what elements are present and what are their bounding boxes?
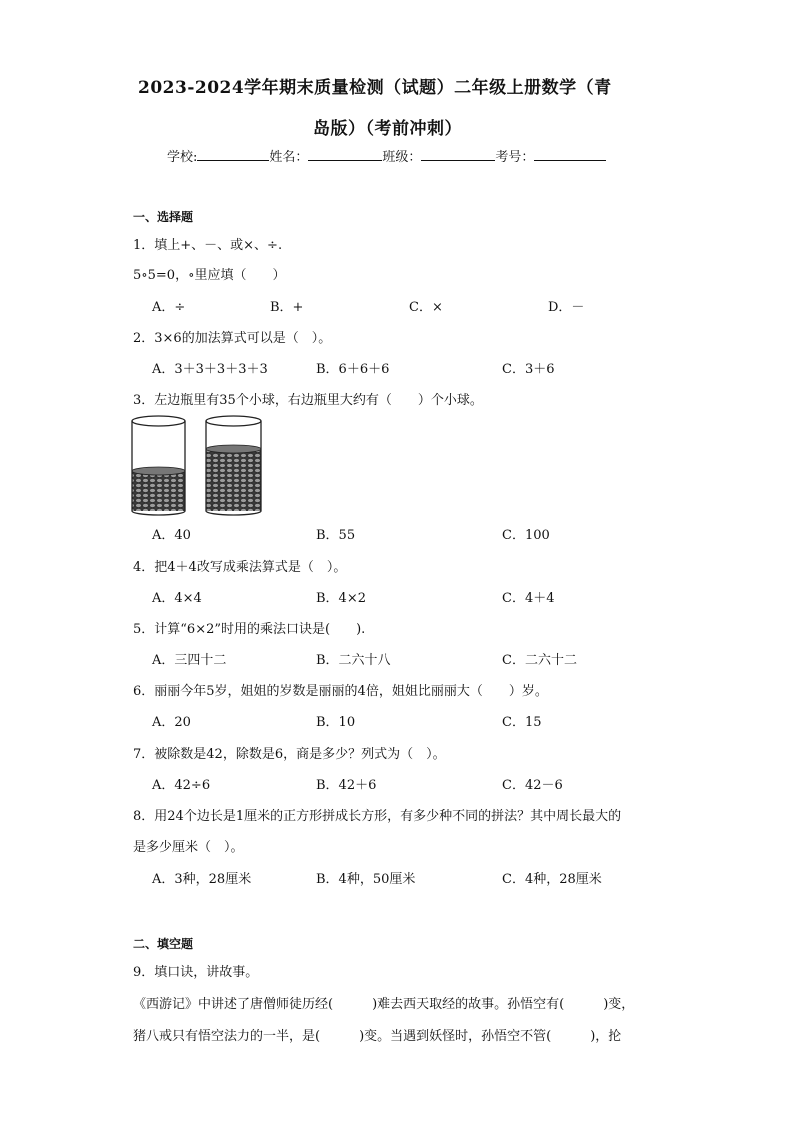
name-label: 姓名：	[269, 150, 309, 165]
right-jar	[206, 416, 261, 515]
title-line-1: 2023-2024学年期末质量检测（试题）二年级上册数学（青	[138, 78, 612, 98]
q4-option-c[interactable]: C．4＋4	[502, 591, 555, 606]
class-label: 班级：	[382, 150, 422, 165]
q5-option-c[interactable]: C．二六十二	[502, 653, 577, 668]
q7-option-a[interactable]: A．42÷6	[152, 778, 211, 793]
q2-option-c[interactable]: C．3＋6	[502, 362, 555, 377]
title-line-2: 岛版）（考前冲刺）	[313, 119, 462, 139]
q1-option-d[interactable]: D．－	[548, 300, 585, 315]
q5-option-a[interactable]: A．三四十二	[152, 653, 227, 668]
q2-option-a[interactable]: A．3＋3＋3＋3＋3	[152, 362, 268, 377]
q3-option-a[interactable]: A．40	[152, 528, 191, 543]
q5-stem: 5．计算“6×2”时用的乘法口诀是( ).	[133, 622, 366, 637]
q1-stem: 1．填上+、－、或×、÷.	[133, 238, 283, 253]
section-fill-heading: 二、填空题	[133, 937, 194, 951]
jars-illustration	[128, 413, 268, 517]
q1-line2: 5∘5=0，∘里应填（ ）	[133, 268, 286, 283]
q9-line2: 猪八戒只有悟空法力的一半，是( )变。当遇到妖怪时，孙悟空不管( )，抡	[133, 1029, 622, 1044]
q5-option-b[interactable]: B．二六十八	[316, 653, 391, 668]
q1-option-c[interactable]: C．×	[409, 300, 443, 315]
q8-stem-line2: 是多少厘米（ ）。	[133, 840, 244, 855]
q1-option-b[interactable]: B．+	[270, 300, 304, 315]
left-jar	[132, 416, 185, 515]
q7-option-b[interactable]: B．42＋6	[316, 778, 377, 793]
q2-stem: 2．3×6的加法算式可以是（ ）。	[133, 331, 332, 346]
school-field[interactable]	[197, 148, 269, 161]
q3-stem: 3．左边瓶里有35个小球，右边瓶里大约有（ ）个小球。	[133, 393, 483, 408]
q6-option-b[interactable]: B．10	[316, 715, 356, 730]
q6-option-a[interactable]: A．20	[152, 715, 191, 730]
q8-option-a[interactable]: A．3种，28厘米	[152, 872, 252, 887]
q2-option-b[interactable]: B．6＋6＋6	[316, 362, 390, 377]
q6-stem: 6．丽丽今年5岁，姐姐的岁数是丽丽的4倍，姐姐比丽丽大（ ）岁。	[133, 684, 548, 699]
number-label: 考号：	[495, 150, 535, 165]
q8-option-b[interactable]: B．4种，50厘米	[316, 872, 416, 887]
q7-stem: 7．被除数是42，除数是6，商是多少？列式为（ ）。	[133, 747, 446, 762]
q8-stem-line1: 8．用24个边长是1厘米的正方形拼成长方形，有多少种不同的拼法？其中周长最大的	[133, 809, 622, 824]
q6-option-c[interactable]: C．15	[502, 715, 542, 730]
q4-stem: 4．把4＋4改写成乘法算式是（ ）。	[133, 560, 347, 575]
name-field[interactable]	[308, 148, 382, 161]
q8-option-c[interactable]: C．4种，28厘米	[502, 872, 602, 887]
q4-option-b[interactable]: B．4×2	[316, 591, 366, 606]
q9-stem: 9．填口诀，讲故事。	[133, 965, 259, 980]
q9-line1: 《西游记》中讲述了唐僧师徒历经( )难去西天取经的故事。孙悟空有( )变，	[133, 997, 635, 1012]
section-choice-heading: 一、选择题	[133, 210, 194, 224]
q3-option-c[interactable]: C．100	[502, 528, 550, 543]
school-label: 学校:	[167, 150, 198, 165]
q7-option-c[interactable]: C．42－6	[502, 778, 563, 793]
q1-option-a[interactable]: A．÷	[152, 300, 186, 315]
student-info	[167, 146, 606, 165]
q3-option-b[interactable]: B．55	[316, 528, 356, 543]
class-field[interactable]	[421, 148, 495, 161]
q4-option-a[interactable]: A．4×4	[152, 591, 202, 606]
number-field[interactable]	[534, 148, 606, 161]
